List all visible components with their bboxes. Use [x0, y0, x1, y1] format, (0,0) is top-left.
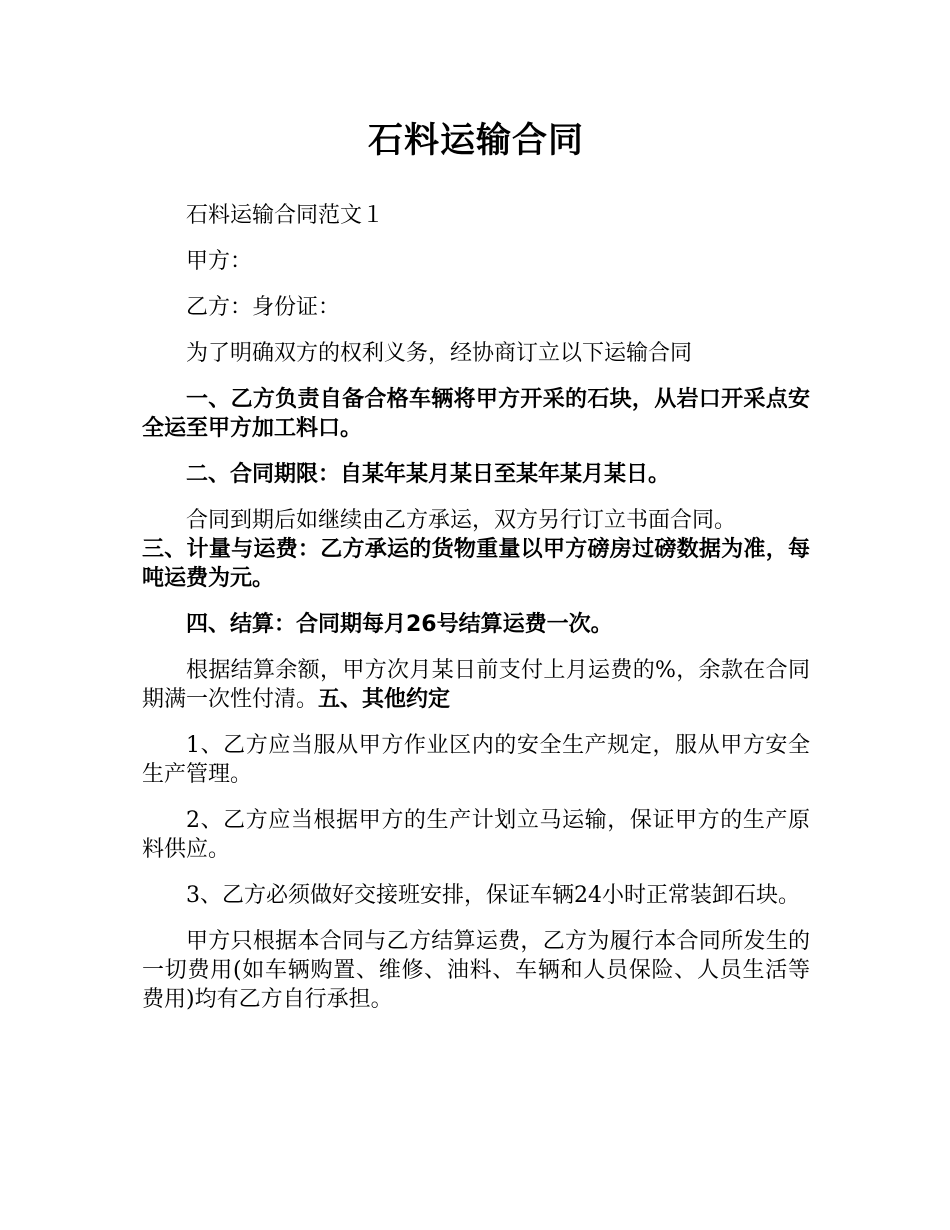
final-clause: 甲方只根据本合同与乙方结算运费，乙方为履行本合同所发生的一切费用(如车辆购置、维修、油料、车辆和人员保险、人员生活等费用)均有乙方自行承担。	[142, 929, 810, 1012]
clause-4: 四、结算：合同期每月26号结算运费一次。	[186, 612, 613, 637]
clause-2: 二、合同期限：自某年某月某日至某年某月某日。	[186, 462, 671, 487]
clause-4-note-text: 根据结算余额，甲方次月某日前支付上月运费的%，余款在合同期满一次性付清。	[142, 658, 810, 712]
other-item-2: 2、乙方应当根据甲方的生产计划立马运输，保证甲方的生产原料供应。	[142, 808, 810, 862]
clause-3: 三、计量与运费：乙方承运的货物重量以甲方磅房过磅数据为准，每吨运费为元。	[142, 537, 810, 591]
subtitle: 石料运输合同范文１	[186, 203, 385, 228]
clause-4-note	[142, 656, 810, 714]
clause-2-note: 合同到期后如继续由乙方承运，双方另行订立书面合同。	[186, 508, 737, 533]
intro: 为了明确双方的权利义务，经协商订立以下运输合同	[186, 341, 693, 366]
party-b: 乙方：身份证：	[186, 295, 341, 320]
document-title: 石料运输合同	[367, 121, 584, 161]
other-item-1: 1、乙方应当服从甲方作业区内的安全生产规定，服从甲方安全生产管理。	[142, 733, 810, 787]
clause-1: 一、乙方负责自备合格车辆将甲方开采的石块，从岩口开采点安全运至甲方加工料口。	[142, 387, 810, 441]
document-body	[142, 115, 810, 1031]
party-a: 甲方：	[186, 249, 253, 274]
clause-5-heading: 五、其他约定	[318, 687, 451, 712]
other-item-3: 3、乙方必须做好交接班安排，保证车辆24小时正常装卸石块。	[186, 883, 800, 908]
